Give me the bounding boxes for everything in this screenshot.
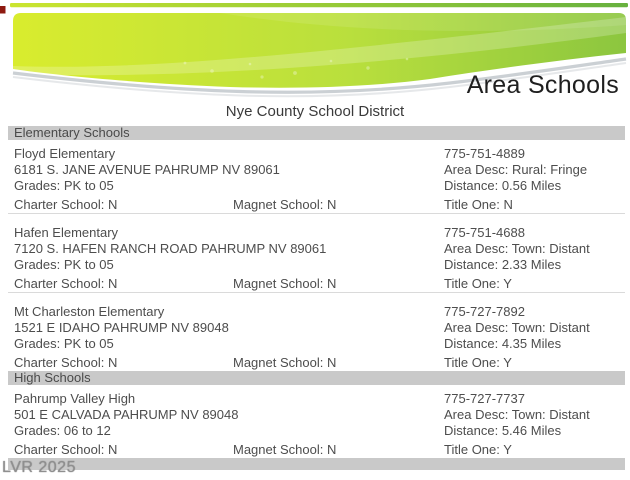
section-bar-footer [8, 458, 625, 470]
school-name: Mt Charleston Elementary [14, 304, 165, 319]
school-flags-row [14, 276, 625, 292]
school-address: 1521 E IDAHO PAHRUMP NV 89048 [14, 320, 229, 335]
school-entry [8, 140, 625, 213]
school-area-desc: Area Desc: Town: Distant [444, 407, 590, 422]
school-area-desc: Area Desc: Town: Distant [444, 320, 590, 335]
district-subtitle: Nye County School District [225, 103, 405, 120]
school-charter: Charter School: N [14, 276, 118, 291]
school-right-col [444, 146, 587, 194]
school-magnet: Magnet School: N [233, 442, 337, 457]
accent-square [0, 6, 6, 14]
school-title-one: Title One: Y [444, 442, 512, 457]
school-phone: 775-727-7892 [444, 304, 525, 319]
school-phone: 775-751-4889 [444, 146, 525, 161]
top-bar [10, 3, 628, 7]
section-header-high: High Schools [8, 371, 625, 385]
watermark: LVR 2025 [2, 459, 76, 476]
school-charter: Charter School: N [14, 197, 118, 212]
school-magnet: Magnet School: N [233, 276, 337, 291]
section-header-elementary: Elementary Schools [8, 126, 625, 140]
school-grades: Grades: PK to 05 [14, 257, 114, 272]
school-area-desc: Area Desc: Town: Distant [444, 241, 590, 256]
school-name: Pahrump Valley High [14, 391, 136, 406]
school-address: 6181 S. JANE AVENUE PAHRUMP NV 89061 [14, 162, 280, 177]
school-address: 7120 S. HAFEN RANCH ROAD PAHRUMP NV 89061 [14, 241, 327, 256]
school-magnet: Magnet School: N [233, 197, 337, 212]
school-right-col [444, 304, 590, 352]
page-title: Area Schools [466, 71, 619, 99]
school-distance: Distance: 4.35 Miles [444, 336, 562, 351]
school-title-one: Title One: N [444, 197, 513, 212]
school-distance: Distance: 0.56 Miles [444, 178, 562, 193]
school-charter: Charter School: N [14, 355, 118, 370]
school-entry [8, 213, 625, 292]
school-distance: Distance: 5.46 Miles [444, 423, 562, 438]
school-right-col [444, 391, 590, 439]
school-area-desc: Area Desc: Rural: Fringe [444, 162, 588, 177]
school-grades: Grades: PK to 05 [14, 178, 114, 193]
school-title-one: Title One: Y [444, 276, 512, 291]
school-grades: Grades: 06 to 12 [14, 423, 111, 438]
school-name: Hafen Elementary [14, 225, 119, 240]
school-entry [8, 385, 625, 458]
school-address: 501 E CALVADA PAHRUMP NV 89048 [14, 407, 239, 422]
school-name: Floyd Elementary [14, 146, 116, 161]
school-grades: Grades: PK to 05 [14, 336, 114, 351]
school-flags-row [14, 442, 625, 458]
school-distance: Distance: 2.33 Miles [444, 257, 562, 272]
school-flags-row [14, 355, 625, 371]
school-right-col [444, 225, 590, 273]
school-phone: 775-751-4688 [444, 225, 525, 240]
school-flags-row [14, 197, 625, 213]
school-entry [8, 292, 625, 371]
school-charter: Charter School: N [14, 442, 118, 457]
school-title-one: Title One: Y [444, 355, 512, 370]
school-magnet: Magnet School: N [233, 355, 337, 370]
schools-report [8, 126, 625, 470]
school-phone: 775-727-7737 [444, 391, 525, 406]
